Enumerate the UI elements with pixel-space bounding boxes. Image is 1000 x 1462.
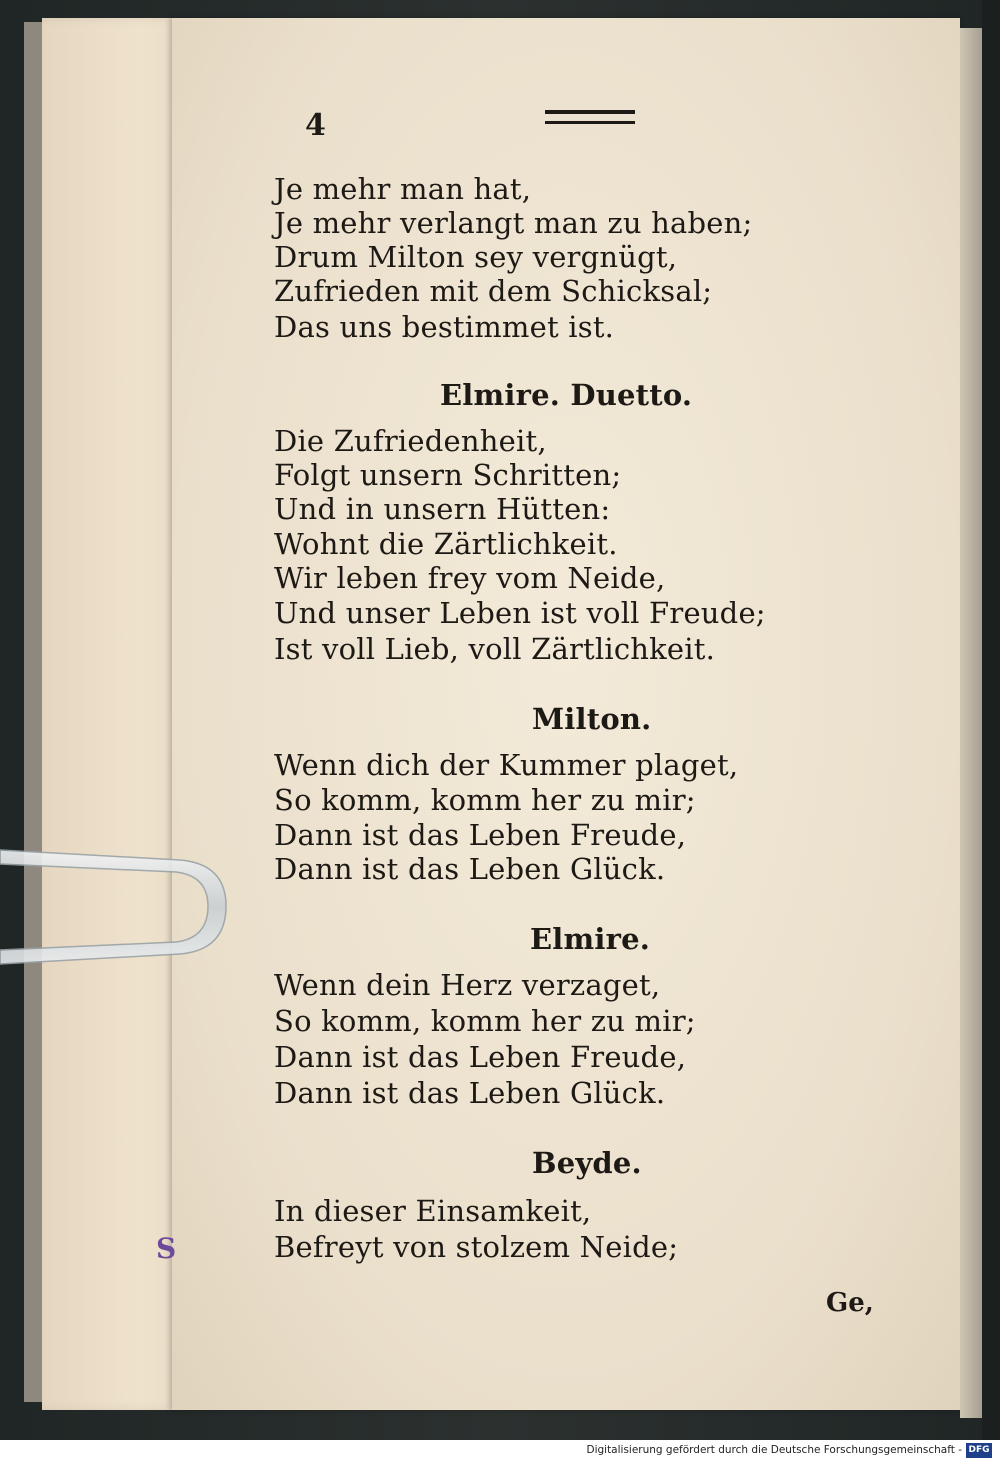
page-number: 4 [305,108,326,143]
footer-bar [0,1440,1000,1462]
paper-clip-icon [0,846,232,968]
verse-line: Zufrieden mit dem Schicksal; [274,274,713,308]
library-stamp: S [156,1232,176,1265]
verse-line: Wohnt die Zärtlichkeit. [274,527,618,561]
verse-line: So komm, komm her zu mir; [274,783,696,817]
speaker-heading: Milton. [532,702,652,736]
verse-line: Ist voll Lieb, voll Zärtlichkeit. [274,632,716,666]
speaker-heading: Elmire. Duetto. [440,378,693,412]
verse-line: Wir leben frey vom Neide, [274,561,666,595]
page-edge [960,28,982,1418]
speaker-heading: Beyde. [532,1146,642,1180]
verse-line: Dann ist das Leben Freude, [274,1040,687,1074]
verse-line: Je mehr man hat, [274,172,532,206]
verse-line: Wenn dein Herz verzaget, [274,968,661,1002]
verse-line: Dann ist das Leben Freude, [274,818,687,852]
verse-line: Und unser Leben ist voll Freude; [274,596,766,630]
footer-credit: Digitalisierung gefördert durch die Deutsche Forschungsgemeinschaft - [586,1444,962,1456]
verse-line: Dann ist das Leben Glück. [274,1076,666,1110]
dfg-logo: DFG [966,1443,992,1458]
verse-line: Je mehr verlangt man zu haben; [274,206,753,240]
scan-border [982,0,1000,1440]
verse-line: Das uns bestimmet ist. [274,310,615,344]
verse-line: Folgt unsern Schritten; [274,458,622,492]
verse-line: So komm, komm her zu mir; [274,1004,696,1038]
verse-line: Befreyt von stolzem Neide; [274,1230,679,1264]
verse-line: Dann ist das Leben Glück. [274,852,666,886]
header-rule [545,110,635,124]
verse-line: Die Zufriedenheit, [274,424,547,458]
verse-line: Und in unsern Hütten: [274,492,611,526]
verse-line: Drum Milton sey vergnügt, [274,240,678,274]
catchword: Ge, [826,1288,874,1318]
verse-line: Wenn dich der Kummer plaget, [274,748,739,782]
speaker-heading: Elmire. [530,922,651,956]
verse-line: In dieser Einsamkeit, [274,1194,592,1228]
